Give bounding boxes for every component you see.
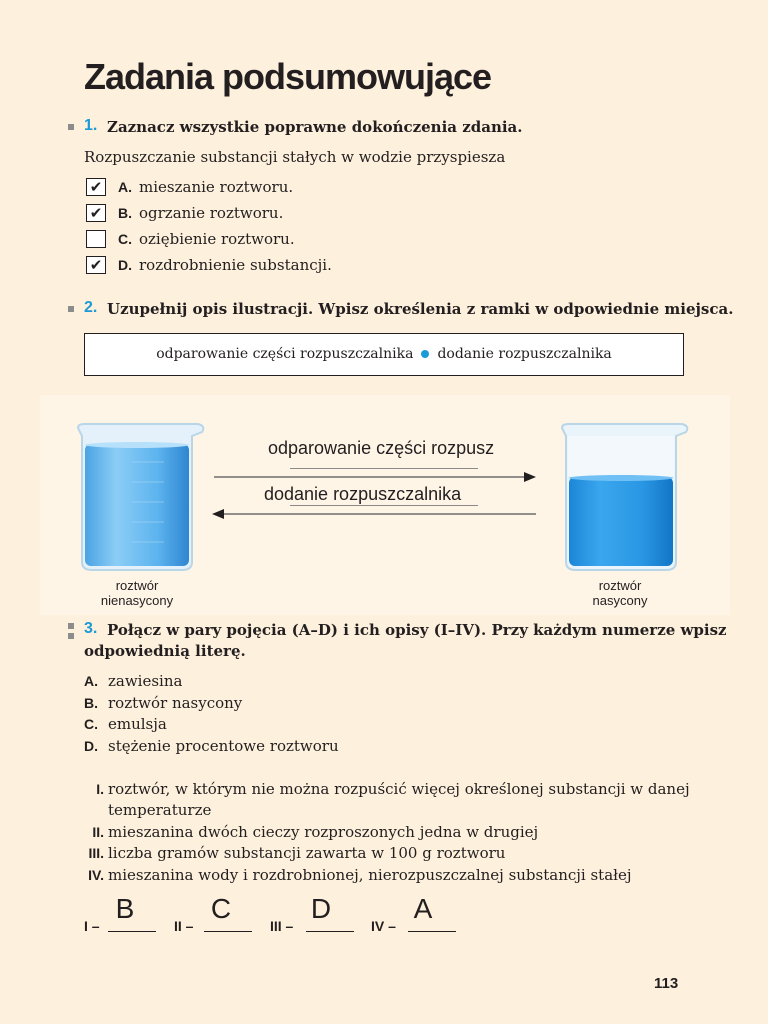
term-box-item-2: dodanie rozpuszczalnika xyxy=(437,346,612,362)
question-3-instruction-line2: odpowiednią literę. xyxy=(84,642,246,660)
concept-c-letter: C. xyxy=(84,716,98,732)
beaker-unsaturated-icon xyxy=(74,422,206,574)
question-3-number: 3. xyxy=(84,620,98,637)
option-d-text: rozdrobnienie substancji. xyxy=(139,256,332,274)
bullet-dot-icon xyxy=(421,350,429,358)
caption-line: roztwór xyxy=(115,578,159,593)
caption-line: nienasycony xyxy=(100,593,174,608)
answer-bottom-text[interactable]: dodanie rozpuszczalnika xyxy=(264,484,462,504)
answer-line-1 xyxy=(108,931,156,932)
description-3-text: liczba gramów substancji zawarta w 100 g roztworu xyxy=(108,844,506,862)
checkbox-c[interactable] xyxy=(86,230,106,248)
answer-letter-1[interactable]: B xyxy=(115,893,135,924)
option-a-letter: A. xyxy=(118,179,132,195)
question-2-number: 2. xyxy=(84,299,98,316)
concept-c-text: emulsja xyxy=(108,715,167,733)
answer-label-1: I – xyxy=(84,918,100,934)
term-box-item-1: odparowanie części rozpuszczalnika xyxy=(156,346,414,362)
checkbox-a[interactable]: ✔ xyxy=(86,178,106,196)
question-2-instruction: Uzupełnij opis ilustracji. Wpisz określenia z ramki w odpowiednie miejsca. xyxy=(107,300,734,318)
answer-letter-3[interactable]: D xyxy=(310,893,332,924)
description-3-number: III. xyxy=(88,845,104,861)
description-4-number: IV. xyxy=(88,867,104,883)
question-bullet xyxy=(68,306,74,312)
option-c-text: oziębienie roztworu. xyxy=(139,230,295,248)
concept-d-text: stężenie procentowe roztworu xyxy=(108,737,339,755)
question-1-instruction: Zaznacz wszystkie poprawne dokończenia zdania. xyxy=(107,118,523,136)
concept-b-letter: B. xyxy=(84,695,98,711)
answer-top-text[interactable]: odparowanie części rozpusz xyxy=(268,438,495,458)
caption-line: roztwór xyxy=(598,578,642,593)
answer-label-2: II – xyxy=(174,918,194,934)
option-b-text: ogrzanie roztworu. xyxy=(139,204,284,222)
question-bullet xyxy=(68,633,74,639)
concept-a-text: zawiesina xyxy=(108,672,183,690)
caption-unsaturated xyxy=(82,578,192,608)
description-1-text-cont: temperaturze xyxy=(108,801,212,819)
term-box xyxy=(84,333,684,376)
answer-line-4 xyxy=(408,931,456,932)
answer-letter-4[interactable]: A xyxy=(413,893,433,924)
option-b-letter: B. xyxy=(118,205,132,221)
option-d-letter: D. xyxy=(118,257,132,273)
option-a-text: mieszanie roztworu. xyxy=(139,178,294,196)
caption-saturated xyxy=(565,578,675,608)
answer-letter-2[interactable]: C xyxy=(210,893,232,924)
question-bullet xyxy=(68,623,74,629)
question-3-instruction-line1: Połącz w pary pojęcia (A–D) i ich opisy (I–IV). Przy każdym numerze wpisz xyxy=(107,621,727,639)
answer-bottom-line xyxy=(290,505,478,506)
description-1-text: roztwór, w którym nie można rozpuścić więcej określonej substancji w danej xyxy=(108,780,690,798)
answer-line-3 xyxy=(306,931,354,932)
page-number: 113 xyxy=(654,975,679,992)
beaker-saturated-icon xyxy=(558,422,690,574)
question-1-stem: Rozpuszczanie substancji stałych w wodzie przyspiesza xyxy=(84,148,506,166)
answer-label-4: IV – xyxy=(371,918,396,934)
description-2-number: II. xyxy=(92,824,104,840)
concept-b-text: roztwór nasycony xyxy=(108,694,243,712)
page-title: Zadania podsumowujące xyxy=(84,56,492,97)
description-2-text: mieszanina dwóch cieczy rozproszonych jedna w drugiej xyxy=(108,823,539,841)
answer-top-line xyxy=(290,468,478,469)
description-4-text: mieszanina wody i rozdrobnionej, nierozpuszczalnej substancji stałej xyxy=(108,866,632,884)
question-bullet xyxy=(68,124,74,130)
concept-d-letter: D. xyxy=(84,738,98,754)
question-1-number: 1. xyxy=(84,117,98,134)
answer-line-2 xyxy=(204,931,252,932)
concept-a-letter: A. xyxy=(84,673,98,689)
caption-line: nasycony xyxy=(592,593,648,608)
answer-label-3: III – xyxy=(270,918,294,934)
description-1-number: I. xyxy=(96,781,104,797)
option-c-letter: C. xyxy=(118,231,132,247)
checkbox-d[interactable]: ✔ xyxy=(86,256,106,274)
checkbox-b[interactable]: ✔ xyxy=(86,204,106,222)
